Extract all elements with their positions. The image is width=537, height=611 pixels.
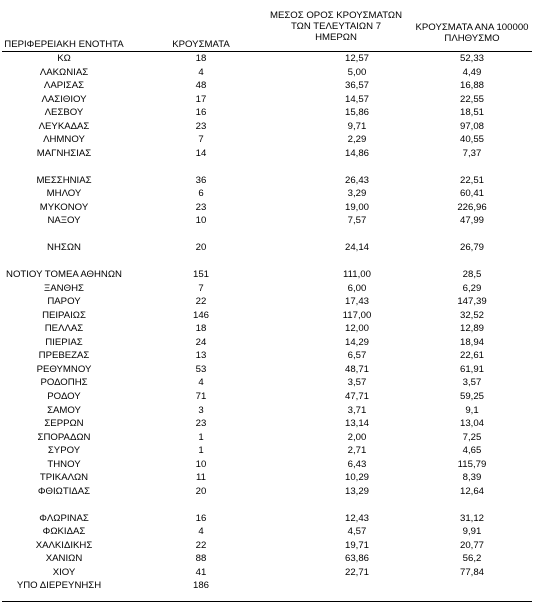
region-cell: ΥΠΟ ΔΙΕΡΕΥΝΗΣΗ bbox=[16, 580, 102, 592]
table-row bbox=[0, 376, 537, 390]
region-cell: ΛΕΣΒΟΥ bbox=[44, 107, 84, 119]
region-cell: ΛΑΚΩΝΙΑΣ bbox=[39, 66, 89, 78]
cases-cell: 23 bbox=[195, 418, 207, 430]
region-cell: ΜΥΚΟΝΟΥ bbox=[39, 201, 89, 213]
cases-cell: 3 bbox=[198, 404, 204, 416]
per100k-cell: 115,79 bbox=[457, 458, 487, 470]
cases-cell: 16 bbox=[195, 512, 207, 524]
cases-cell: 4 bbox=[198, 526, 204, 538]
avg7-cell: 5,00 bbox=[347, 66, 367, 78]
region-cell: ΠΑΡΟΥ bbox=[47, 296, 81, 308]
region-cell: ΞΑΝΘΗΣ bbox=[44, 282, 84, 294]
per100k-cell: 26,79 bbox=[459, 242, 484, 254]
region-cell: ΦΘΙΩΤΙΔΑΣ bbox=[37, 485, 91, 497]
cases-cell: 22 bbox=[195, 296, 207, 308]
per100k-cell: 13,04 bbox=[459, 418, 484, 430]
region-cell: ΦΩΚΙΔΑΣ bbox=[42, 526, 86, 538]
avg7-cell: 4,57 bbox=[347, 526, 367, 538]
table-row bbox=[0, 431, 537, 445]
per100k-cell: 31,12 bbox=[459, 512, 484, 524]
header-per100k-line2: ΠΛΗΘΥΣΜΟ bbox=[444, 33, 500, 44]
region-cell: ΤΡΙΚΑΛΩΝ bbox=[39, 472, 89, 484]
table-row bbox=[0, 552, 537, 566]
table-row bbox=[0, 241, 537, 255]
cases-cell: 4 bbox=[198, 377, 204, 389]
per100k-cell: 22,61 bbox=[459, 350, 484, 362]
avg7-cell: 14,86 bbox=[344, 147, 369, 159]
per100k-cell: 77,84 bbox=[459, 566, 484, 578]
region-cell: ΡΕΘΥΜΝΟΥ bbox=[36, 363, 92, 375]
avg7-cell: 3,29 bbox=[347, 188, 367, 200]
avg7-cell: 24,14 bbox=[344, 242, 369, 254]
region-cell: ΜΕΣΣΗΝΙΑΣ bbox=[36, 174, 92, 186]
per100k-cell: 32,52 bbox=[459, 309, 484, 321]
table-row bbox=[0, 349, 537, 363]
avg7-cell: 6,43 bbox=[347, 458, 367, 470]
cases-cell: 146 bbox=[192, 309, 209, 321]
region-cell: ΠΕΛΛΑΣ bbox=[44, 323, 84, 335]
cases-cell: 20 bbox=[195, 242, 207, 254]
avg7-cell: 48,71 bbox=[344, 363, 369, 375]
cases-cell: 7 bbox=[198, 134, 204, 146]
avg7-cell: 3,71 bbox=[347, 404, 367, 416]
table-row bbox=[0, 485, 537, 499]
per100k-cell: 47,99 bbox=[459, 215, 484, 227]
region-cell: ΛΕΥΚΑΔΑΣ bbox=[38, 120, 90, 132]
table-row bbox=[0, 471, 537, 485]
cases-cell: 41 bbox=[195, 566, 207, 578]
table-row bbox=[0, 309, 537, 323]
table-row bbox=[0, 66, 537, 80]
cases-cell: 186 bbox=[192, 580, 209, 592]
avg7-cell: 3,57 bbox=[347, 377, 367, 389]
header-avg7 bbox=[258, 10, 414, 43]
per100k-cell: 12,89 bbox=[459, 323, 484, 335]
avg7-cell: 22,71 bbox=[344, 566, 369, 578]
per100k-cell: 7,37 bbox=[462, 147, 482, 159]
table-row bbox=[0, 52, 537, 66]
avg7-cell: 26,43 bbox=[344, 174, 369, 186]
avg7-cell: 2,00 bbox=[347, 431, 367, 443]
avg7-cell: 2,71 bbox=[347, 445, 367, 457]
bottom-separator bbox=[2, 601, 532, 602]
avg7-cell: 19,00 bbox=[344, 201, 369, 213]
per100k-cell: 22,51 bbox=[459, 174, 484, 186]
cases-cell: 1 bbox=[198, 445, 204, 457]
avg7-cell: 14,57 bbox=[344, 93, 369, 105]
cases-cell: 151 bbox=[192, 269, 209, 281]
per100k-cell: 40,55 bbox=[459, 134, 484, 146]
per100k-cell: 60,41 bbox=[459, 188, 484, 200]
region-cell: ΣΠΟΡΑΔΩΝ bbox=[37, 431, 91, 443]
per100k-cell: 20,77 bbox=[459, 539, 484, 551]
cases-cell: 13 bbox=[195, 350, 207, 362]
region-cell: ΤΗΝΟΥ bbox=[47, 458, 81, 470]
cases-cell: 23 bbox=[195, 120, 207, 132]
table-row bbox=[0, 512, 537, 526]
per100k-cell: 147,39 bbox=[457, 296, 487, 308]
avg7-cell: 7,57 bbox=[347, 215, 367, 227]
region-cell: ΧΙΟΥ bbox=[52, 566, 76, 578]
region-cell: ΣΕΡΡΩΝ bbox=[44, 418, 84, 430]
cases-cell: 11 bbox=[196, 472, 206, 484]
avg7-cell: 47,71 bbox=[344, 391, 369, 402]
table-row bbox=[0, 133, 537, 147]
per100k-cell: 9,1 bbox=[465, 404, 479, 416]
avg7-cell: 6,00 bbox=[347, 282, 367, 294]
region-cell: ΡΟΔΟΠΗΣ bbox=[40, 377, 88, 389]
avg7-cell: 63,86 bbox=[344, 553, 369, 565]
region-cell: ΣΥΡΟΥ bbox=[47, 445, 81, 457]
table-row bbox=[0, 417, 537, 431]
header-per100k-line1: ΚΡΟΥΣΜΑΤΑ ΑΝΑ 100000 bbox=[415, 22, 529, 33]
cases-cell: 22 bbox=[195, 539, 207, 551]
cases-cell: 20 bbox=[195, 485, 207, 497]
per100k-cell: 52,33 bbox=[459, 53, 484, 64]
per100k-cell: 18,94 bbox=[459, 336, 484, 348]
region-cell: ΝΗΣΩΝ bbox=[47, 242, 81, 254]
header-avg7-line2: ΤΩΝ ΤΕΛΕΥΤΑΙΩΝ 7 bbox=[290, 21, 382, 32]
region-cell: ΦΛΩΡΙΝΑΣ bbox=[39, 512, 89, 524]
per100k-cell: 18,51 bbox=[459, 107, 484, 119]
region-cell: ΠΕΙΡΑΙΩΣ bbox=[42, 309, 86, 321]
region-cell: ΡΟΔΟΥ bbox=[47, 391, 81, 402]
table-row bbox=[0, 282, 537, 296]
avg7-cell: 111,00 bbox=[343, 269, 371, 281]
table-row bbox=[0, 579, 537, 593]
table-row bbox=[0, 295, 537, 309]
table-row bbox=[0, 79, 537, 93]
cases-cell: 24 bbox=[195, 336, 207, 348]
cases-cell: 4 bbox=[198, 66, 204, 78]
region-cell: ΝΟΤΙΟΥ ΤΟΜΕΑ ΑΘΗΝΩΝ bbox=[6, 269, 122, 281]
avg7-cell: 13,14 bbox=[344, 418, 369, 430]
cases-cell: 10 bbox=[195, 215, 207, 227]
avg7-cell: 2,29 bbox=[347, 134, 367, 146]
table-row bbox=[0, 174, 537, 188]
cases-cell: 18 bbox=[195, 323, 207, 335]
cases-cell: 23 bbox=[195, 201, 207, 213]
avg7-cell: 36,57 bbox=[344, 80, 369, 92]
cases-cell: 6 bbox=[198, 188, 204, 200]
cases-cell: 7 bbox=[198, 282, 204, 294]
avg7-cell: 13,29 bbox=[344, 485, 369, 497]
per100k-cell: 56,2 bbox=[462, 553, 482, 565]
region-cell: ΛΑΡΙΣΑΣ bbox=[43, 80, 85, 92]
cases-cell: 88 bbox=[195, 553, 207, 565]
cases-cell: 48 bbox=[195, 80, 207, 92]
per100k-cell: 61,91 bbox=[459, 363, 484, 375]
header-cases: ΚΡΟΥΣΜΑΤΑ bbox=[172, 39, 230, 50]
per100k-cell: 226,96 bbox=[457, 201, 487, 213]
table-row bbox=[0, 390, 537, 404]
per100k-cell: 6,29 bbox=[462, 282, 482, 294]
table-row bbox=[0, 106, 537, 120]
table-row bbox=[0, 336, 537, 350]
table-row bbox=[0, 120, 537, 134]
cases-cell: 10 bbox=[195, 458, 207, 470]
avg7-cell: 6,57 bbox=[347, 350, 367, 362]
per100k-cell: 28,5 bbox=[462, 269, 482, 281]
table-row bbox=[0, 525, 537, 539]
header-avg7-line3: ΗΜΕΡΩΝ bbox=[315, 32, 357, 43]
region-cell: ΛΑΣΙΘΙΟΥ bbox=[41, 93, 87, 105]
table-row bbox=[0, 566, 537, 580]
region-cell: ΜΗΛΟΥ bbox=[46, 188, 82, 200]
region-cell: ΠΙΕΡΙΑΣ bbox=[45, 336, 83, 348]
cases-cell: 14 bbox=[195, 147, 207, 159]
header-avg7-line1: ΜΕΣΟΣ ΟΡΟΣ ΚΡΟΥΣΜΑΤΩΝ bbox=[269, 10, 403, 21]
region-cell: ΧΑΝΙΩΝ bbox=[45, 553, 83, 565]
table-row bbox=[0, 93, 537, 107]
per100k-cell: 97,08 bbox=[459, 120, 484, 132]
avg7-cell: 14,29 bbox=[344, 336, 369, 348]
cases-cell: 17 bbox=[195, 93, 207, 105]
per100k-cell: 7,25 bbox=[462, 431, 482, 443]
cases-cell: 71 bbox=[195, 391, 207, 402]
region-cell: ΝΑΞΟΥ bbox=[47, 215, 81, 227]
per100k-cell: 59,25 bbox=[459, 391, 484, 402]
cases-cell: 1 bbox=[198, 431, 204, 443]
table-row bbox=[0, 363, 537, 377]
region-cell: ΧΑΛΚΙΔΙΚΗΣ bbox=[35, 539, 93, 551]
avg7-cell: 12,00 bbox=[344, 323, 369, 335]
table-row bbox=[0, 214, 537, 228]
avg7-cell: 17,43 bbox=[344, 296, 369, 308]
region-cell: ΣΑΜΟΥ bbox=[47, 404, 81, 416]
per100k-cell: 4,49 bbox=[462, 66, 482, 78]
per100k-cell: 3,57 bbox=[462, 377, 482, 389]
region-cell: ΠΡΕΒΕΖΑΣ bbox=[38, 350, 90, 362]
per100k-cell: 16,88 bbox=[459, 80, 484, 92]
cases-cell: 18 bbox=[195, 53, 207, 64]
table-row bbox=[0, 458, 537, 472]
region-cell: ΚΩ bbox=[57, 53, 71, 64]
table-row bbox=[0, 187, 537, 201]
table-row bbox=[0, 322, 537, 336]
per100k-cell: 8,39 bbox=[462, 472, 482, 484]
cases-cell: 53 bbox=[195, 363, 207, 375]
avg7-cell: 12,57 bbox=[344, 53, 369, 64]
table-row bbox=[0, 404, 537, 418]
cases-cell: 36 bbox=[195, 174, 207, 186]
region-cell: ΜΑΓΝΗΣΙΑΣ bbox=[36, 147, 92, 159]
avg7-cell: 15,86 bbox=[344, 107, 369, 119]
per100k-cell: 22,55 bbox=[459, 93, 484, 105]
table-row bbox=[0, 201, 537, 215]
table-row bbox=[0, 268, 537, 282]
table-row bbox=[0, 147, 537, 161]
avg7-cell: 19,71 bbox=[344, 539, 369, 551]
header-region: ΠΕΡΙΦΕΡΕΙΑΚΗ ΕΝΟΤΗΤΑ bbox=[4, 39, 124, 50]
per100k-cell: 9,91 bbox=[462, 526, 482, 538]
per100k-cell: 4,65 bbox=[462, 445, 482, 457]
avg7-cell: 10,29 bbox=[344, 472, 369, 484]
avg7-cell: 12,43 bbox=[344, 512, 369, 524]
cases-cell: 16 bbox=[195, 107, 207, 119]
avg7-cell: 117,00 bbox=[342, 309, 372, 321]
header-per100k bbox=[396, 22, 537, 44]
table-row bbox=[0, 444, 537, 458]
region-cell: ΛΗΜΝΟΥ bbox=[43, 134, 85, 146]
per100k-cell: 12,64 bbox=[459, 485, 484, 497]
table-row bbox=[0, 539, 537, 553]
avg7-cell: 9,71 bbox=[347, 120, 367, 132]
